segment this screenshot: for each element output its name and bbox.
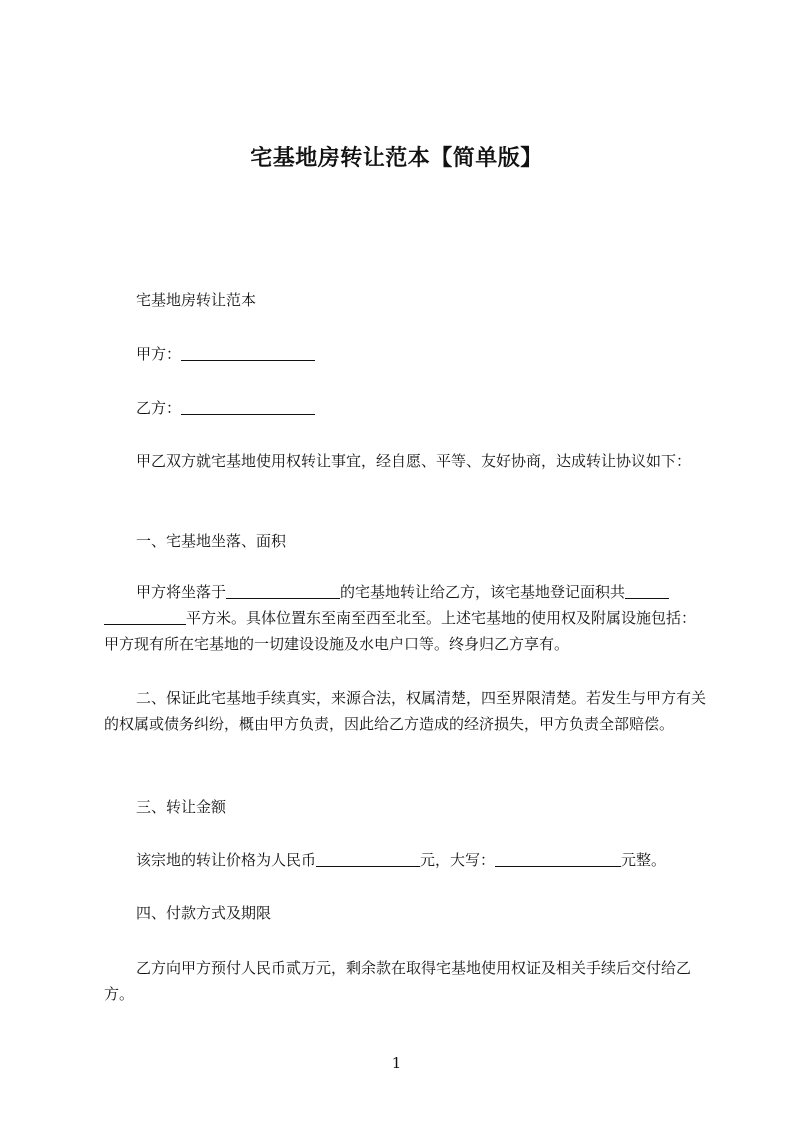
party-b-line [104, 395, 738, 421]
section4-heading: 四、付款方式及期限 [136, 904, 272, 922]
party-a-label: 甲方： [136, 345, 182, 363]
section2-paragraph: 二、保证此宅基地手续真实，来源合法，权属清楚，四至界限清楚。若发生与甲方有关的权属或债务纠纷，概由甲方负责，因此给乙方造成的经济损失，甲方负责全部赔偿。 [104, 689, 707, 733]
section3-paragraph [104, 847, 738, 873]
party-a-blank [181, 345, 315, 361]
section3-text-b: 元，大写： [420, 851, 496, 869]
party-b-label: 乙方： [136, 399, 182, 417]
party-a-line [104, 341, 738, 367]
area-blank-part2 [104, 609, 186, 625]
section3-heading: 三、转让金额 [136, 798, 227, 816]
section1-text-c: 平方米。具体位置东至南至西至北至。上述宅基地的使用权及附属设施包括：甲方现有所在宅基地的一切建设设施及水电户口等。终身归乙方享有。 [104, 609, 697, 653]
area-blank-part1 [625, 583, 669, 599]
section4-paragraph: 乙方向甲方预付人民币贰万元，剩余款在取得宅基地使用权证及相关手续后交付给乙方。 [104, 959, 692, 1003]
price-words-blank [495, 851, 621, 867]
section3-text-c: 元整。 [621, 851, 667, 869]
subtitle: 宅基地房转让范本 [136, 291, 257, 309]
section3-text-a: 该宗地的转让价格为人民币 [136, 851, 317, 869]
intro-paragraph: 甲乙双方就宅基地使用权转让事宜，经自愿、平等、友好协商，达成转让协议如下： [136, 452, 692, 470]
page-number: 1 [391, 1054, 402, 1072]
price-blank [316, 851, 420, 867]
location-blank [226, 583, 340, 599]
section1-paragraph [104, 579, 706, 657]
section1-text-b: 的宅基地转让给乙方，该宅基地登记面积共 [340, 583, 626, 601]
document-title: 宅基地房转让范本【简单版】 [250, 146, 543, 171]
party-b-blank [181, 399, 315, 415]
section1-heading: 一、宅基地坐落、面积 [136, 532, 287, 550]
section1-text-a: 甲方将坐落于 [136, 583, 227, 601]
